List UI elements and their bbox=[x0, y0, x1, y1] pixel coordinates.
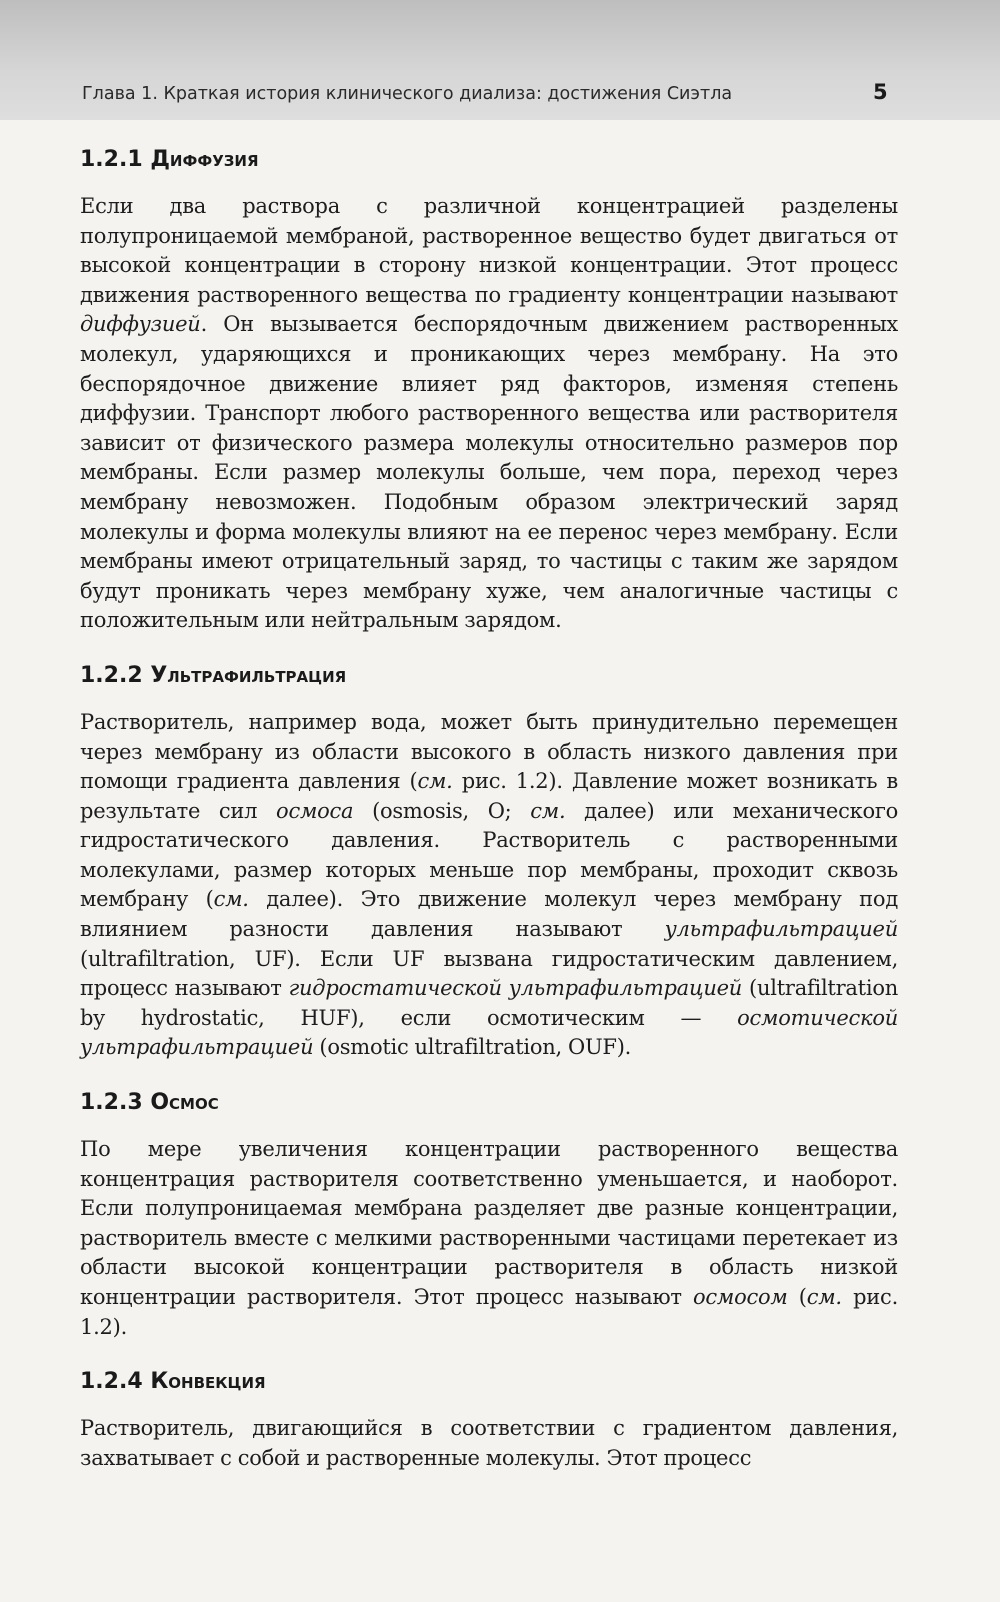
section-paragraph bbox=[80, 1135, 898, 1342]
italic-term: диффузией bbox=[80, 312, 201, 337]
paragraph-text: . Он вызывается беспорядочным движением растворенных молекул, ударяющихся и проникающих через мембрану. На это беспорядочное движение влияет ряд факторов, изменяя степень диффузии. Транспорт любого растворенного вещества или растворителя зависит от физического размера молекулы относительно размеров пор мембраны. Если размер молекулы больше, чем пора, переход через мембрану невозможен. Подобным образом электрический заряд молекулы и форма молекулы влияют на ее перенос через мембрану. Если мембраны имеют отрицательный заряд, то частицы с таким же зарядом будут проникать через мембрану хуже, чем аналогичные частицы с положительным или нейтральным зарядом. bbox=[80, 312, 898, 633]
section-title: Ультрафильтрация bbox=[150, 662, 347, 688]
section-number: 1.2.3 bbox=[80, 1090, 143, 1116]
section-ultrafiltration bbox=[80, 656, 898, 1063]
section-heading bbox=[80, 140, 898, 180]
section-heading bbox=[80, 656, 898, 696]
section-number: 1.2.2 bbox=[80, 662, 143, 688]
italic-term: см. bbox=[213, 887, 249, 912]
section-paragraph bbox=[80, 1414, 898, 1473]
section-diffusion bbox=[80, 140, 898, 636]
paragraph-text: (osmosis, O; bbox=[353, 798, 531, 823]
italic-term: ультрафильтрацией bbox=[664, 917, 898, 942]
section-convection bbox=[80, 1362, 898, 1473]
paragraph-text: далее) или механического гидростатического давления. Растворитель с растворенными молекулами, размер которых меньше пор мембраны, проходит сквозь мембрану ( bbox=[80, 798, 898, 912]
section-paragraph bbox=[80, 708, 898, 1063]
paragraph-text: Растворитель, например вода, может быть принудительно перемещен через мембрану из области высокого в область низкого давления при помощи градиента давления ( bbox=[80, 709, 898, 794]
paragraph-text: рис. 1.2). bbox=[80, 1285, 898, 1339]
paragraph-text: далее). Это движение молекул через мембрану под влиянием разности давления называют bbox=[80, 887, 899, 942]
italic-term: осмоса bbox=[276, 798, 354, 823]
running-head-title: Глава 1. Краткая история клинического диализа: достижения Сиэтла bbox=[82, 84, 733, 104]
page-number: 5 bbox=[873, 80, 888, 104]
italic-term: см. bbox=[806, 1285, 842, 1309]
section-title: Диффузия bbox=[150, 147, 259, 172]
section-number: 1.2.4 bbox=[80, 1369, 143, 1395]
section-title: Конвекция bbox=[150, 1369, 266, 1395]
section-heading bbox=[80, 1362, 898, 1402]
section-number: 1.2.1 bbox=[80, 147, 143, 172]
italic-term: гидростатической ультрафильтрацией bbox=[288, 976, 743, 1001]
italic-term: см. bbox=[417, 769, 453, 794]
italic-term: см. bbox=[530, 798, 566, 823]
paragraph-text: Растворитель, двигающийся в соответствии с градиентом давления, захватывает с собой и растворенные молекулы. Этот процесс bbox=[80, 1416, 898, 1470]
paragraph-text: ( bbox=[787, 1285, 807, 1309]
section-paragraph bbox=[80, 192, 898, 636]
page-body bbox=[80, 140, 898, 1473]
section-heading bbox=[80, 1083, 898, 1123]
paragraph-text: рис. 1.2). Давление может возникать в результате сил bbox=[80, 769, 898, 823]
paragraph-text: Если два раствора с различной концентрацией разделены полупроницаемой мембраной, растворенное вещество будет двигаться от высокой концентрации в сторону низкой концентрации. Этот процесс движения растворенного вещества по градиенту концентрации называют bbox=[80, 194, 898, 307]
italic-term: осмосом bbox=[693, 1285, 788, 1309]
paragraph-text: По мере увеличения концентрации растворенного вещества концентрация растворителя соответственно уменьшается, и наоборот. Если полупроницаемая мембрана разделяет две разные концентрации, растворитель вместе с мелкими растворенными частицами перетекает из области высокой концентрации растворителя в область низкой концентрации растворителя. Этот процесс называют bbox=[80, 1137, 898, 1309]
paragraph-text: (osmotic ultrafiltration, OUF). bbox=[313, 1035, 632, 1060]
section-title: Осмос bbox=[150, 1090, 219, 1116]
running-header bbox=[0, 0, 1000, 120]
italic-term: осмотической ультрафильтрацией bbox=[80, 1005, 898, 1060]
paragraph-text: (ultrafiltration by hydrostatic, HUF), если осмотическим — bbox=[80, 976, 899, 1030]
section-osmosis bbox=[80, 1083, 898, 1342]
paragraph-text: (ultrafiltration, UF). Если UF вызвана гидростатическим давлением, процесс называют bbox=[80, 946, 898, 1001]
